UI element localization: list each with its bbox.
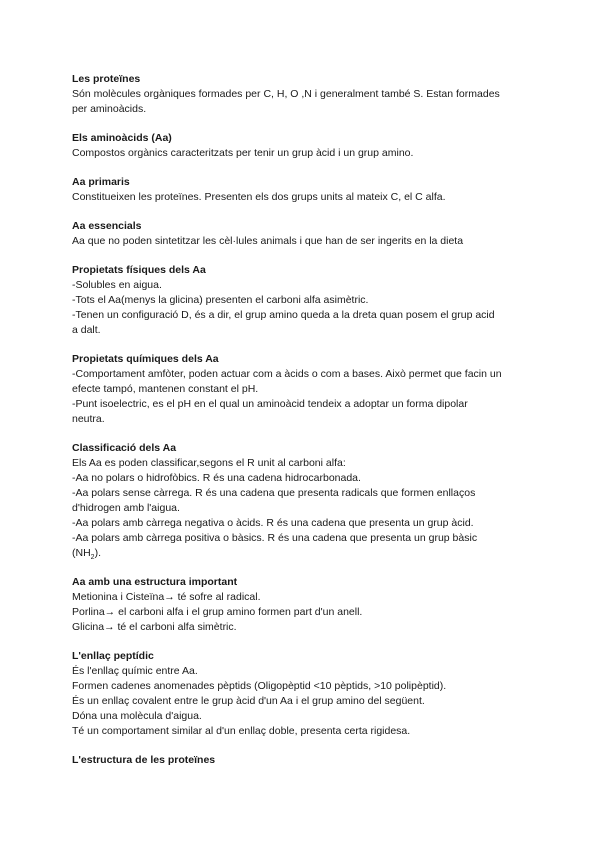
section-heading: Propietats físiques dels Aa: [72, 264, 206, 276]
text-line: per aminoàcids.: [72, 103, 147, 115]
section-classificacio: [72, 441, 532, 561]
text-line: Porlina→ el carboni alfa i el grup amino formen part d'un anell.: [72, 606, 363, 618]
section-heading: Propietats químiques dels Aa: [72, 353, 219, 365]
section-estructura-proteines: [72, 753, 532, 768]
text-line: Té un comportament similar al d'un enllaç doble, presenta certa rigidesa.: [72, 725, 411, 737]
text-line: -Tots el Aa(menys la glicina) presenten el carboni alfa asimètric.: [72, 294, 369, 306]
text-line: És l'enllaç químic entre Aa.: [72, 665, 198, 677]
section-heading: Classificació dels Aa: [72, 442, 177, 454]
formula-subscript: 2: [90, 554, 95, 562]
section-aa-essencials: [72, 219, 532, 249]
section-heading: L'enllaç peptídic: [72, 650, 154, 662]
text-line: -Aa polars amb càrrega negativa o àcids. R és una cadena que presenta un grup àcid.: [72, 517, 474, 529]
section-propietats-quimiques: [72, 352, 532, 427]
text-line: -Aa polars sense càrrega. R és una cadena que presenta radicals que formen enllaços: [72, 487, 476, 499]
text-line: Glicina→ té el carboni alfa simètric.: [72, 621, 237, 633]
section-les-proteines: [72, 72, 532, 117]
text-line: Els Aa es poden classificar,segons el R unit al carboni alfa:: [72, 457, 346, 469]
section-propietats-fisiques: [72, 263, 532, 338]
text-line: -Punt isoelectric, es el pH en el qual un aminoàcid tendeix a adoptar un forma dipolar: [72, 398, 468, 410]
text-line: efecte tampó, mantenen constant el pH.: [72, 383, 259, 395]
text-line: -Aa polars amb càrrega positiva o bàsics. R és una cadena que presenta un grup bàsic: [72, 532, 478, 544]
text-line: Metionina i Cisteïna→ té sofre al radical.: [72, 591, 261, 603]
section-aa-primaris: [72, 175, 532, 205]
formula-suffix: ).: [94, 547, 101, 559]
text-line: -Comportament amfòter, poden actuar com a àcids o com a bases. Això permet que facin un: [72, 368, 502, 380]
text-line: -Tenen un configuració D, és a dir, el grup amino queda a la dreta quan posem el grup acid: [72, 309, 495, 321]
section-heading: Aa primaris: [72, 176, 130, 188]
section-estructura-important: [72, 575, 532, 635]
text-line: -Aa no polars o hidrofòbics. R és una cadena hidrocarbonada.: [72, 472, 361, 484]
document-page: [72, 72, 532, 782]
section-heading: Aa amb una estructura important: [72, 576, 238, 588]
section-heading: Les proteïnes: [72, 73, 141, 85]
text-line: Dóna una molècula d'aigua.: [72, 710, 202, 722]
text-line: -Solubles en aigua.: [72, 279, 162, 291]
text-line: Compostos orgànics caracteritzats per tenir un grup àcid i un grup amino.: [72, 147, 414, 159]
text-line: d'hidrogen amb l'aigua.: [72, 502, 180, 514]
section-aminoacids: [72, 131, 532, 161]
text-line: a dalt.: [72, 324, 101, 336]
text-line: Són molècules orgàniques formades per C, H, O ,N i generalment també S. Estan formades: [72, 88, 500, 100]
formula-line: [72, 546, 532, 561]
text-line: És un enllaç covalent entre le grup àcid d'un Aa i el grup amino del següent.: [72, 695, 425, 707]
text-line: neutra.: [72, 413, 105, 425]
text-line: Aa que no poden sintetitzar les cèl·lules animals i que han de ser ingerits en la dieta: [72, 235, 464, 247]
text-line: Formen cadenes anomenades pèptids (Oligopèptid <10 pèptids, >10 polipèptid).: [72, 680, 447, 692]
section-heading: L'estructura de les proteïnes: [72, 754, 216, 766]
formula-prefix: (NH: [72, 547, 91, 559]
section-enllac-peptidic: [72, 649, 532, 739]
text-line: Constitueixen les proteïnes. Presenten els dos grups units al mateix C, el C alfa.: [72, 191, 446, 203]
section-heading: Els aminoàcids (Aa): [72, 132, 172, 144]
section-heading: Aa essencials: [72, 220, 142, 232]
